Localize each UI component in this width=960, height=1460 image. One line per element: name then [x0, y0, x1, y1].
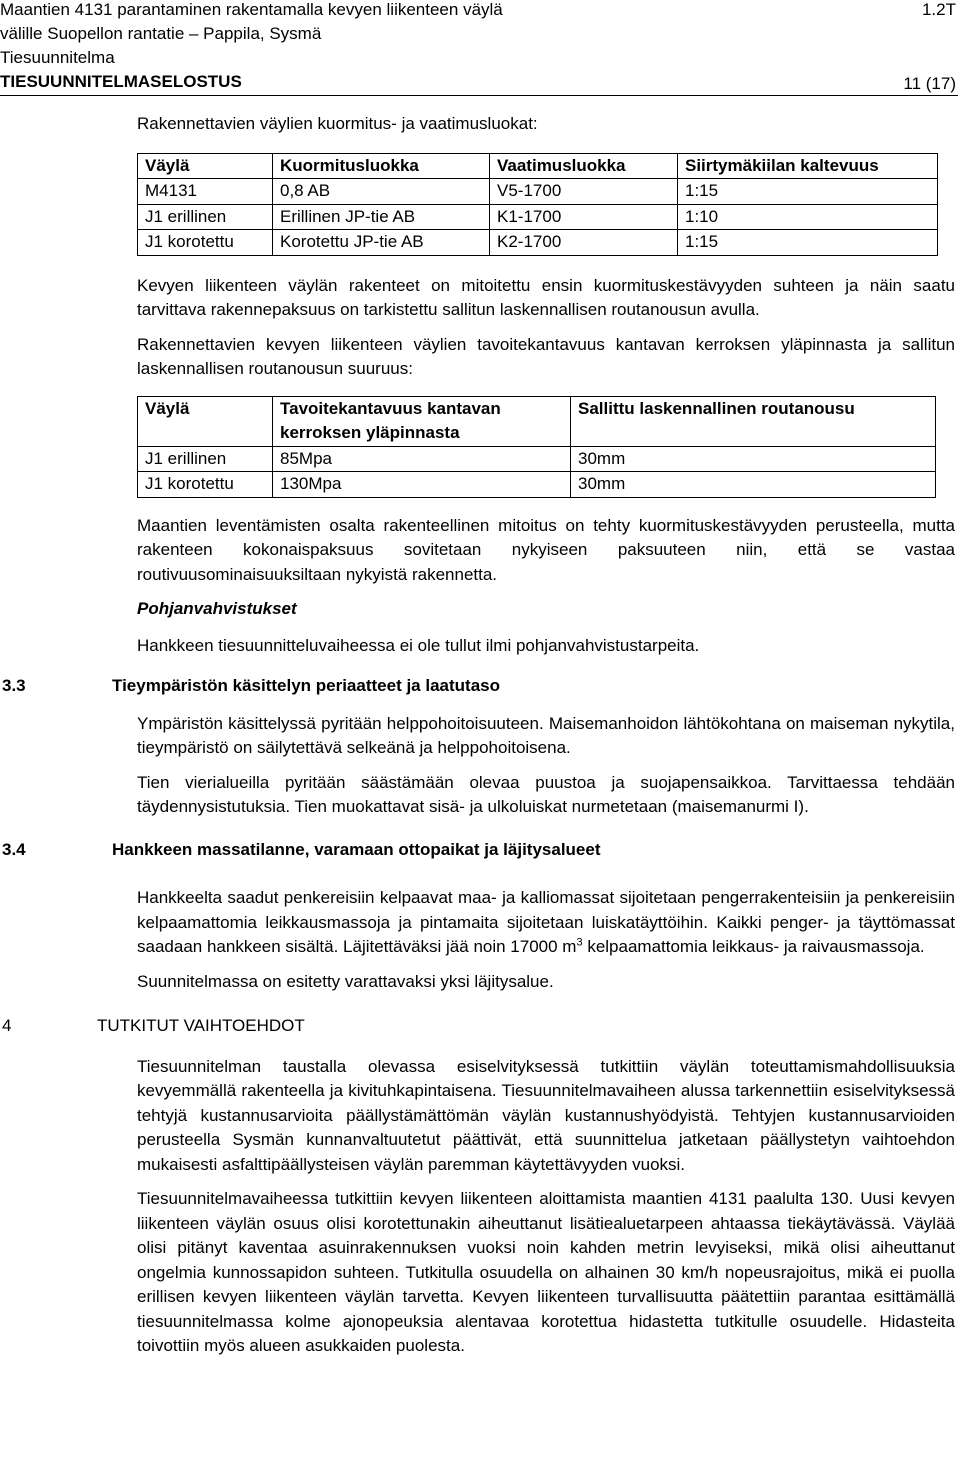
table-row [138, 179, 938, 205]
paragraph-mass-balance [137, 886, 955, 960]
table-cell: K1-1700 [490, 204, 678, 230]
bearing-capacity-table [137, 396, 936, 498]
load-class-table [137, 153, 938, 256]
section-number: 4 [2, 1016, 12, 1035]
section-heading-3-3 [0, 674, 960, 699]
table-row [138, 230, 938, 256]
header-project-location: välille Suopellon rantatie – Pappila, Sysmä [0, 24, 322, 43]
section-title: TUTKITUT VAIHTOEHDOT [97, 1016, 305, 1035]
table-header-cell: Väylä [138, 396, 273, 446]
table-cell: Korotettu JP-tie AB [273, 230, 490, 256]
table-cell: 130Mpa [273, 472, 571, 498]
section-title: Tieympäristön käsittelyn periaatteet ja laatutaso [112, 676, 500, 695]
header-page-number: 11 (17) [903, 74, 956, 93]
section-number: 3.3 [2, 676, 26, 695]
section-title: Hankkeen massatilanne, varamaan ottopaikat ja läjitysalueet [112, 839, 601, 859]
intro-text: Rakennettavien väylien kuormitus- ja vaatimusluokat: [137, 114, 538, 133]
table-cell: J1 erillinen [138, 446, 273, 472]
table-cell: 0,8 AB [273, 179, 490, 205]
paragraph-alternatives-1: Tiesuunnitelman taustalla olevassa esiselvityksessä tutkittiin väylän toteuttamismahdollisuuksia kevyemmällä rakenteella ja kivituhkapintaisena. Tiesuunnitelmavaiheen alussa tarkennettiin esiselvityksessä tehtyjä kustannusarvioita päällystämättömän väylän kustannushyödyistä. Tehtyjen kustannusarvioiden perusteella Sysmän kunnanvaltuutetut päättivät, että suunnittelua jatketaan päällystetyn vaihtoehdon mukaisesti asfalttipäällysteisen väylän paremman käytettävyyden vuoksi. [137, 1056, 955, 1174]
header-document-code: 1.2T [921, 0, 956, 19]
table-cell: M4131 [138, 179, 273, 205]
table-header-row [138, 153, 938, 179]
section-heading-4 [0, 1014, 960, 1039]
table-cell: 1:10 [678, 204, 938, 230]
table-row [138, 446, 936, 472]
header-divider [0, 95, 958, 96]
paragraph-dimensioning: Kevyen liikenteen väylän rakenteet on mitoitettu ensin kuormituskestävyyden suhteen ja näin saatu tarvittava rakennepaksuus on tarkistettu sallitun laskennallisen routanousun avulla. [137, 275, 955, 319]
text-run: Hankkeelta saadut penkereisiin kelpaavat maa- ja kalliomassat sijoitetaan pengerrakenteisiin ja penkereisiin kelpaamattomia leikkausmassoja ja pintamaita sijoitetaan luiskatäyttöihin. Kaikki penger- ja täyttömassat saadaan hankkeen sisältä. Läjitettäväksi jää noin 17000 m [137, 888, 955, 956]
table-header-cell: Tavoitekantavuus kantavan kerroksen yläpinnasta [273, 396, 571, 446]
table-cell: J1 korotettu [138, 230, 273, 256]
paragraph-ground-reinforcement: Hankkeen tiesuunnitteluvaiheessa ei ole tullut ilmi pohjanvahvistustarpeita. [137, 635, 700, 655]
paragraph-environment-2: Tien vierialueilla pyritään säästämään olevaa puustoa ja suojapensaikkoa. Tarvittaessa tehdään täydennysistutuksia. Tien muokattavat sisä- ja ulkoluiskat nurmetetaan (maisemanurmi I). [137, 772, 955, 816]
table-header-cell: Siirtymäkiilan kaltevuus [678, 153, 938, 179]
table-header-cell: Väylä [138, 153, 273, 179]
table-cell: 1:15 [678, 179, 938, 205]
header-document-type: TIESUUNNITELMASELOSTUS [0, 72, 242, 91]
table-header-cell: Vaatimusluokka [490, 153, 678, 179]
table-header-row [138, 396, 936, 446]
header-plan-type: Tiesuunnitelma [0, 48, 115, 67]
header-project-title: Maantien 4131 parantaminen rakentamalla kevyen liikenteen väylä [0, 0, 503, 19]
paragraph-alternatives-2: Tiesuunnitelmavaiheessa tutkittiin kevyen liikenteen aloittamista maantien 4131 paalulta 130. Uusi kevyen liikenteen väylän osuus olisi korotettunakin aiheuttanut lisätiealuetarpeen ahtaassa tiekäytävässä. Väylää olisi pitänyt kaventaa asuinrakennuksen vuoksi noin kahden metrin levyiseksi, mikä olisi aiheuttanut ongelmia kunnossapidon suhteen. Tutkitulla osuudella on alhainen 30 km/h nopeusrajoitus, mikä ei puolla erillisen kevyen liikenteen väylän tarvetta. Kevyen liikenteen turvallisuutta päätettiin parantaa esittämällä tiesuunnitelmassa kolme ajonopeuksia alentavaa korotettua hidastetta tutkitulle osuudelle. Hidasteita toivottiin myös alueen asukkaiden puolesta. [137, 1189, 955, 1355]
table-cell: V5-1700 [490, 179, 678, 205]
section-number: 3.4 [2, 839, 26, 859]
table-cell: K2-1700 [490, 230, 678, 256]
page-body [0, 112, 960, 1369]
text-run: kelpaamattomia leikkaus- ja raivausmassoja. [582, 937, 925, 956]
table-row [138, 204, 938, 230]
table-header-cell: Kuormitusluokka [273, 153, 490, 179]
table-cell: J1 erillinen [138, 204, 273, 230]
table-row [138, 472, 936, 498]
table-cell: 85Mpa [273, 446, 571, 472]
table-cell: J1 korotettu [138, 472, 273, 498]
table-cell: 1:15 [678, 230, 938, 256]
paragraph-environment-1: Ympäristön käsittelyssä pyritään helppohoitoisuuteen. Maisemanhoidon lähtökohtana on maiseman nykytila, tieympäristö on säilytettävä selkeänä ja helppohoitoisena. [137, 713, 955, 757]
table-cell: 30mm [571, 446, 936, 472]
subheading-ground-reinforcement: Pohjanvahvistukset [137, 599, 297, 618]
section-heading-3-4 [0, 838, 960, 863]
superscript: 3 [576, 936, 583, 949]
table-cell: Erillinen JP-tie AB [273, 204, 490, 230]
paragraph-bearing-capacity: Rakennettavien kevyen liikenteen väylien tavoitekantavuus kantavan kerroksen yläpinnasta ja sallitun laskennallisen routanousun suuruus: [137, 334, 955, 378]
table-header-cell: Sallittu laskennallinen routanousu [571, 396, 936, 446]
table-cell: 30mm [571, 472, 936, 498]
paragraph-disposal-area: Suunnitelmassa on esitetty varattavaksi yksi läjitysalue. [137, 971, 554, 991]
paragraph-road-widening: Maantien leventämisten osalta rakenteellinen mitoitus on tehty kuormituskestävyyden perusteella, mutta rakenteen kokonaispaksuus sovitetaan nykyiseen paksuuteen niin, että se vastaa routivuusominaisuuksiltaan nykyistä rakennetta. [137, 515, 955, 584]
